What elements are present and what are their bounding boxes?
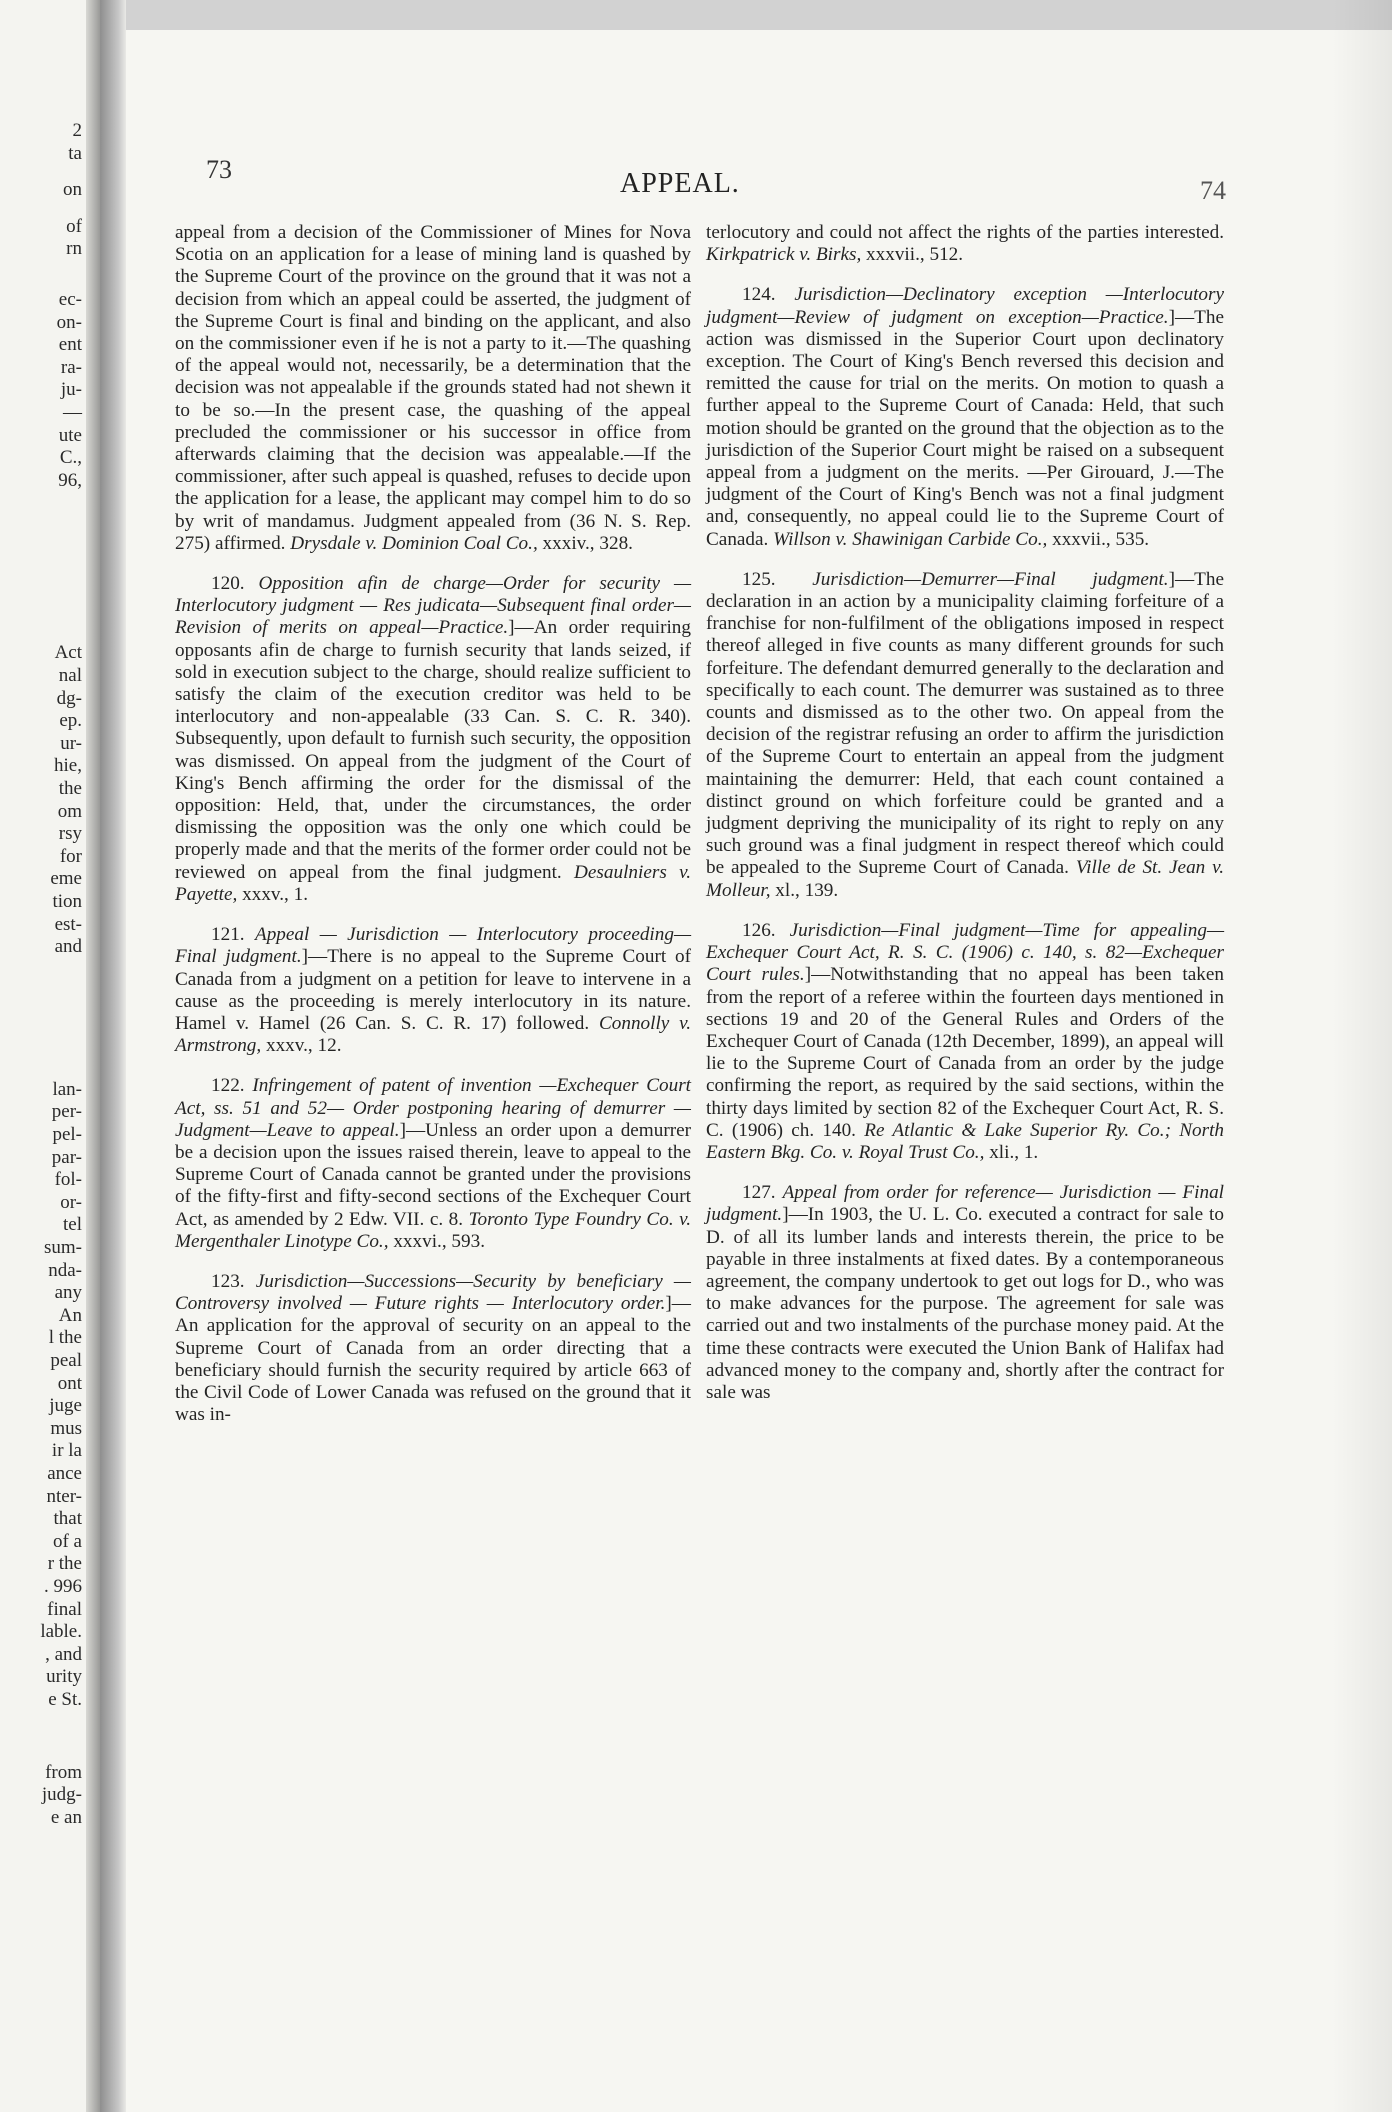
margin-fragment: eme — [50, 868, 82, 890]
case-citation: Willson v. Shawinigan Carbide Co., — [773, 528, 1048, 550]
report-reference: xxxvii., 535. — [1052, 528, 1150, 550]
entry-number: 121. — [211, 924, 245, 946]
entry-heading: Appeal — Jurisdiction — Interlocutory proceeding—Final judgment. — [175, 924, 692, 968]
digest-entry — [706, 920, 1224, 1164]
digest-entry — [175, 924, 691, 1057]
margin-fragment: fol- — [54, 1169, 82, 1191]
margin-fragment: for — [59, 845, 82, 867]
page-number-left: 73 — [206, 155, 232, 184]
entry-heading: Appeal from order for reference— Jurisdiction — Final judgment. — [706, 1182, 1224, 1226]
margin-fragment: or- — [60, 1191, 82, 1213]
margin-fragment: ur- — [60, 732, 82, 754]
margin-fragment: ju- — [60, 379, 82, 401]
digest-entry — [175, 1271, 691, 1426]
margin-fragment: lable. — [40, 1621, 82, 1643]
margin-fragment: of — [66, 215, 82, 237]
margin-fragment: nal — [58, 665, 82, 686]
margin-fragment: of a — [52, 1530, 82, 1552]
entry-body: terlocutory and could not affect the rights of the parties interested. — [706, 222, 1224, 243]
digest-entry — [706, 284, 1224, 550]
margin-fragment: ance — [47, 1463, 82, 1484]
margin-fragment: An — [58, 1304, 82, 1326]
margin-fragment: that — [53, 1508, 82, 1530]
margin-fragment: ir la — [51, 1440, 82, 1462]
entry-body: ]—Notwithstanding that no appeal has been taken from the report of a referee within the fourteen days mentioned in sections 19 and 20 of the General Rules and Orders of the Exchequer Court of Canada (12th December, 1899), an appeal will lie to the Supreme Court of Canada from an order by the judge confirming the report, as required by the said sections, within the thirty days limited by section 82 of the Exchequer Court Act, R. S. C. (1906) ch. 140. — [706, 964, 1224, 1141]
margin-fragment: est- — [54, 913, 82, 935]
margin-fragment: dg- — [56, 687, 82, 709]
entry-heading: Jurisdiction—Successions—Security by beneficiary — Controversy involved — Future rights — Interlocutory order. — [175, 1270, 691, 1315]
entry-heading: Opposition afin de charge—Order for security — Interlocutory judgment — Res judicata—Subsequent final order—Revision of merits on appeal—Practice. — [175, 573, 691, 639]
entry-body: ]—In 1903, the U. L. Co. executed a contract for sale to D. of all its lumber lands and interests therein, the price to be payable in three instalments at fixed dates. By a contemporaneous agreement, the company undertook to get out logs for D., who was to make advances for the purpose. The agreement for sale was carried out and two instalments of the purchase money paid. At the time these contracts were executed the Union Bank of Halifax had advanced money to the company and, shortly after the contract for sale was — [706, 1204, 1224, 1403]
case-citation: Ville de St. Jean v. Molleur, — [706, 857, 1225, 901]
entry-body: ]—The declaration in an action by a municipality claiming forfeiture of a franchise for non-fulfilment of the obligations imposed in respect thereof alleged in five counts as many different grounds for such forfeiture. The defendant demurred generally to the declaration and specifically to each count. The demurrer was sustained as to three counts and dismissed as to the other two. On appeal from the decision of the registrar refusing an order to affirm the jurisdiction of the Supreme Court to entertain an appeal from the judgment maintaining the demurrer: Held, that each count contained a distinct ground on which forfeiture could be granted and a judgment depriving the municipality of its right to reply on any such ground was a final judgment in respect thereof which could be appealed to the Supreme Court of Canada. — [706, 568, 1224, 879]
margin-fragment: ep. — [59, 710, 82, 732]
running-head-title: APPEAL. — [620, 168, 740, 199]
margin-fragment: par- — [51, 1146, 82, 1168]
margin-fragment: C., — [59, 447, 82, 469]
margin-fragment: any — [54, 1282, 82, 1304]
entry-heading: Jurisdiction—Final judgment—Time for appealing—Exchequer Court Act, R. S. C. (1906) c. 140, s. 82—Exchequer Court rules. — [706, 919, 1225, 986]
margin-fragment: hie, — [54, 755, 82, 777]
margin-fragment: 96, — [58, 469, 82, 491]
margin-fragment: peal — [50, 1350, 82, 1371]
report-reference: xl., 139. — [775, 879, 839, 901]
margin-fragment: . 996 — [44, 1576, 82, 1597]
digest-entry — [706, 1182, 1224, 1404]
margin-fragment: ec- — [58, 289, 82, 310]
case-citation: Drysdale v. Dominion Coal Co., — [290, 532, 538, 554]
margin-fragment: , and — [45, 1643, 82, 1665]
margin-fragment: judg- — [41, 1784, 82, 1806]
margin-fragment: on- — [56, 311, 82, 333]
report-reference: xxxiv., 328. — [542, 532, 633, 554]
margin-fragment: e an — [50, 1806, 82, 1828]
entry-heading: Infringement of patent of invention —Exchequer Court Act, ss. 51 and 52— Order postponing hearing of demurrer — Judgment—Leave to appeal. — [175, 1075, 692, 1141]
margin-fragment: on — [63, 179, 82, 201]
entry-body: appeal from a decision of the Commissioner of Mines for Nova Scotia on an application for a lease of mining land is quashed by the Supreme Court of the province on the ground that it was not a decision from which an appeal could be asserted, the judgment of the Supreme Court is final and binding on the applicant, and also on the commissioner even if he is not a party to it.—The quashing of the appeal would not, necessarily, be a determination that the decision was not appealable if the grounds stated had not shewn it to be so.—In the present case, the quashing of the appeal precluded the commissioner or his successor in office from afterwards claiming that the decision was appealable.—If the commissioner, after such appeal is quashed, refuses to decide upon the application for a lease, the applicant may compel him to do so by writ of mandamus. Judgment appealed from (36 N. S. Rep. 275) affirmed. — [175, 222, 691, 554]
margin-fragment: ent — [58, 334, 82, 356]
digest-entry — [175, 1075, 691, 1253]
facing-page-fragment — [0, 0, 100, 2112]
case-citation: Re Atlantic & Lake Superior Ry. Co.; North Eastern Bkg. Co. v. Royal Trust Co., — [706, 1119, 1224, 1163]
margin-fragment: per- — [51, 1101, 82, 1123]
right-text-column — [706, 222, 1224, 1404]
margin-fragment: 2 — [72, 120, 82, 141]
margin-fragment: and — [54, 936, 82, 958]
margin-fragment: l the — [48, 1327, 82, 1349]
margin-fragment: ont — [57, 1372, 82, 1394]
margin-fragment: rsy — [58, 823, 82, 845]
margin-fragment: the — [58, 778, 82, 799]
margin-fragment: ute — [58, 424, 82, 446]
page-edge-shadow — [86, 0, 100, 2112]
report-reference: xxxvi., 593. — [393, 1230, 486, 1252]
entry-number: 120. — [211, 573, 245, 595]
margin-fragment: nda- — [48, 1259, 82, 1281]
digest-entry — [706, 222, 1224, 266]
margin-fragment: nter- — [46, 1485, 82, 1507]
margin-fragment: lan- — [52, 1078, 82, 1100]
entry-number: 125. — [742, 568, 776, 590]
entry-number: 127. — [742, 1182, 776, 1204]
entry-body: ]—An application for the approval of security on an appeal to the Supreme Court of Canada from an order directing that a beneficiary should furnish the security required by article 663 of the Civil Code of Lower Canada was refused on the ground that it was in- — [175, 1293, 691, 1426]
margin-fragment: — — [63, 402, 82, 423]
report-reference: xli., 1. — [989, 1141, 1039, 1163]
margin-fragment: urity — [46, 1666, 82, 1688]
case-citation: Desaulniers v. Payette, — [175, 861, 691, 905]
digest-entry — [175, 222, 691, 555]
margin-fragment: from — [45, 1761, 82, 1783]
entry-body: ]—The action was dismissed in the Superior Court upon declinatory exception. The Court of King's Bench reversed this decision and remitted the cause for trial on the merits. On motion to quash a further appeal to the Supreme Court of Canada: Held, that such motion should be granted on the ground that the objection as to the jurisdiction of the Superior Court might be raised on a subsequent appeal from a judgment on the merits. —Per Girouard, J.—The judgment of the Court of King's Bench was not a final judgment and, consequently, no appeal could lie to the Supreme Court of Canada. — [706, 306, 1224, 550]
margin-fragment: final — [47, 1598, 82, 1620]
entry-body: ]—Unless an order upon a demurrer be a decision upon the issues raised therein, leave to appeal to the Supreme Court of Canada cannot be granted under the provisions of the fifty-first and fifty-second sections of the Exchequer Court Act, as amended by 2 Edw. VII. c. 8. — [175, 1119, 692, 1230]
margin-fragment: mus — [50, 1417, 82, 1439]
left-text-column — [175, 222, 691, 1426]
margin-fragment: tion — [52, 891, 82, 912]
margin-fragment: r the — [47, 1553, 82, 1575]
margin-fragment: Act — [54, 642, 82, 664]
page-number-right: 74 — [1200, 176, 1226, 205]
margin-fragment: e St. — [48, 1689, 82, 1710]
digest-entry — [706, 569, 1224, 902]
report-reference: xxxv., 12. — [265, 1035, 342, 1057]
margin-fragment: pel- — [52, 1124, 82, 1145]
digest-entry — [175, 573, 691, 906]
book-gutter — [100, 0, 126, 2112]
entry-body: ]—There is no appeal to the Supreme Court of Canada from a judgment on a petition for leave to intervene in a cause as the proceeding is merely interlocutory in its nature. Hamel v. Hamel (26 Can. S. C. R. 17) followed. — [175, 946, 691, 1034]
entry-number: 122. — [211, 1075, 245, 1097]
margin-fragment: sum- — [44, 1237, 82, 1258]
margin-fragment: rn — [66, 238, 82, 260]
entry-number: 124. — [742, 284, 776, 306]
entry-heading: Jurisdiction—Declinatory exception —Interlocutory judgment—Review of judgment on exception—Practice. — [706, 284, 1224, 328]
case-citation: Kirkpatrick v. Birks, — [706, 244, 862, 266]
margin-fragment: juge — [49, 1395, 82, 1417]
entry-number: 123. — [211, 1270, 245, 1292]
report-reference: xxxv., 1. — [242, 883, 309, 905]
entry-number: 126. — [742, 919, 776, 941]
margin-fragment: om — [57, 800, 82, 822]
margin-fragment: ra- — [60, 356, 82, 378]
entry-body: ]—An order requiring opposants afin de charge to furnish security that lands seized, if sold in execution subject to the charge, should realize sufficient to satisfy the claim of the execution creditor was held to be interlocutory and non-appealable (33 Can. S. C. R. 340). Subsequently, upon default to furnish such security, the opposition was dismissed. On appeal from the judgment of the Court of King's Bench affirming the order for the dismissal of the opposition: Held, that, under the circumstances, the order dismissing the opposition was the only one which could be properly made and that the merits of the former order could not be reviewed on appeal from the final judgment. — [175, 617, 691, 883]
margin-fragment: tel — [63, 1214, 82, 1236]
margin-fragment: ta — [68, 142, 82, 164]
case-citation: Toronto Type Foundry Co. v. Mergenthaler Linotype Co., — [175, 1208, 692, 1252]
case-citation: Connolly v. Armstrong, — [175, 1012, 692, 1057]
entry-heading: Jurisdiction—Demurrer—Final judgment. — [812, 568, 1169, 590]
report-reference: xxxvii., 512. — [866, 244, 964, 266]
